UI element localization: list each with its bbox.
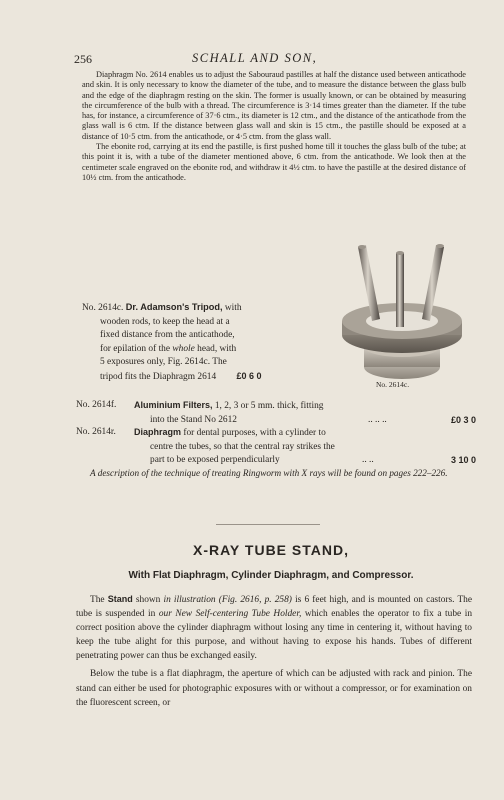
item-description: for dental purposes, with a cylinder to — [183, 428, 326, 438]
tripod-number: No. 2614c. — [82, 303, 124, 313]
tripod-line6-text: tripod fits the Diaphragm 2614 — [100, 371, 217, 382]
tripod-line1-rest: with — [224, 303, 242, 313]
tripod-line-2: wooden rods, to keep the head at a — [100, 316, 230, 327]
tripod-line4-a: for epilation of the — [100, 343, 171, 354]
tripod-drawing — [336, 243, 466, 393]
item-description-3: part to be exposed perpendicularly — [150, 455, 280, 465]
section-divider — [216, 524, 320, 525]
tripod-price: £0 6 0 — [236, 370, 262, 381]
page-number: 256 — [74, 52, 92, 66]
item-number: No. 2614f. — [76, 400, 117, 410]
stand-p1-b: shown — [135, 595, 161, 605]
tripod-entry — [82, 301, 294, 385]
tripod-line-3: fixed distance from the anticathode, — [100, 330, 235, 341]
section-title: X-RAY TUBE STAND, — [193, 542, 349, 558]
figure-caption: No. 2614c. — [376, 380, 410, 389]
tripod-line-6 — [82, 370, 294, 385]
stand-p1-d: which enables the operator to fix a tube in correct position above the cylinder diaphragm without losing any time in centering it, without having to keep the tube alight for this purpose, and without having to expose his hands. Tubes of different penetrating power can thus be exchanged easily. — [76, 609, 473, 662]
stand-paragraph-1 — [76, 592, 472, 663]
stand-paragraph-2: Below the tube is a flat diaphragm, the aperture of which can be adjusted with rack and pinion. The stand can either be used for photographic exposures with or without a compressor, or for examination on the fluorescent screen, or — [76, 669, 472, 708]
item-line-2 — [134, 414, 476, 428]
item-description-2: into the Stand No 2612 — [150, 414, 237, 425]
item-price: 3 10 0 — [450, 455, 476, 465]
item-price: £0 3 0 — [450, 414, 476, 425]
item-line-2: centre the tubes, so that the central ray strikes the — [150, 441, 335, 452]
ringworm-note: A description of the technique of treating Ringworm with X rays will be found on pages 222–226. — [90, 468, 448, 478]
item-dots: .. .. .. — [368, 414, 387, 425]
stand-p1-em2: our New Self-centering Tube Holder, — [158, 609, 302, 620]
tripod-line-5: 5 exposures only, Fig. 2614c. The — [100, 357, 227, 368]
stand-p1-a: The — [90, 595, 105, 605]
stand-p1-c: is 6 feet high, and is mounted on castors. The tube is suspended in — [76, 595, 473, 620]
item-label: Diaphragm — [134, 427, 182, 437]
item-line-3 — [134, 454, 476, 468]
running-head: SCHALL AND SON, — [192, 51, 318, 65]
tripod-line-1 — [82, 301, 294, 316]
intro-text — [82, 70, 466, 183]
tripod-illustration — [336, 243, 466, 393]
item-description: 1, 2, 3 or 5 mm. thick, fitting — [214, 401, 324, 411]
item-label: Aluminium Filters, — [134, 400, 213, 410]
tripod-line-4 — [82, 343, 294, 357]
intro-paragraph-1: Diaphragm No. 2614 enables us to adjust the Sabouraud pastilles at half the distance used between anticathode and skin. It is only necessary to know the diameter of the tube, and to measure the distance between the glass bulb and the edge of the diaphragm resting on the skin. The former is usually known, or can be obtained by measuring the circumference of the bulb with a thread. The circumference is 3·14 times greater than the diameter. If the tube has, for instance, a circumference of 37·6 ctm., its diameter is 12 ctm., and the distance of the anticathode from the glass wall is 6 ctm. If the distance between glass wall and skin is 15 ctm., the pastille should be exposed at a distance of 10·5 ctm. from the anticathode, or 4·5 ctm. from the glass wall. — [82, 70, 466, 141]
section-subtitle: With Flat Diaphragm, Cylinder Diaphragm, and Compressor. — [128, 570, 414, 581]
tripod-name: Dr. Adamson's Tripod, — [125, 302, 223, 312]
stand-p1-bold: Stand — [107, 594, 133, 604]
catalog-item-filters — [76, 399, 476, 427]
item-line-1 — [134, 426, 470, 441]
item-number: No. 2614r. — [76, 427, 116, 437]
tripod-line4-b: head, with — [197, 343, 237, 354]
item-line-1 — [134, 399, 470, 414]
stand-p1-em1: in illustration (Fig. 2616, p. 258) — [163, 595, 292, 605]
stand-description — [76, 592, 472, 714]
intro-paragraph-2: The ebonite rod, carrying at its end the pastille, is first pushed home till it touches the glass bulb of the tube; at this point it is, with a tube of the diameter mentioned above, 6 ctm. from the anticathode. We look then at the centimeter scale engraved on the ebonite rod, and withdraw it 4½ ctm. to have the pastille at the desired distance of 10½ ctm. from the anticathode. — [82, 142, 466, 182]
tripod-line4-em: whole — [172, 343, 195, 354]
catalog-item-diaphragm — [76, 426, 476, 468]
item-dots: .. .. — [362, 455, 374, 465]
